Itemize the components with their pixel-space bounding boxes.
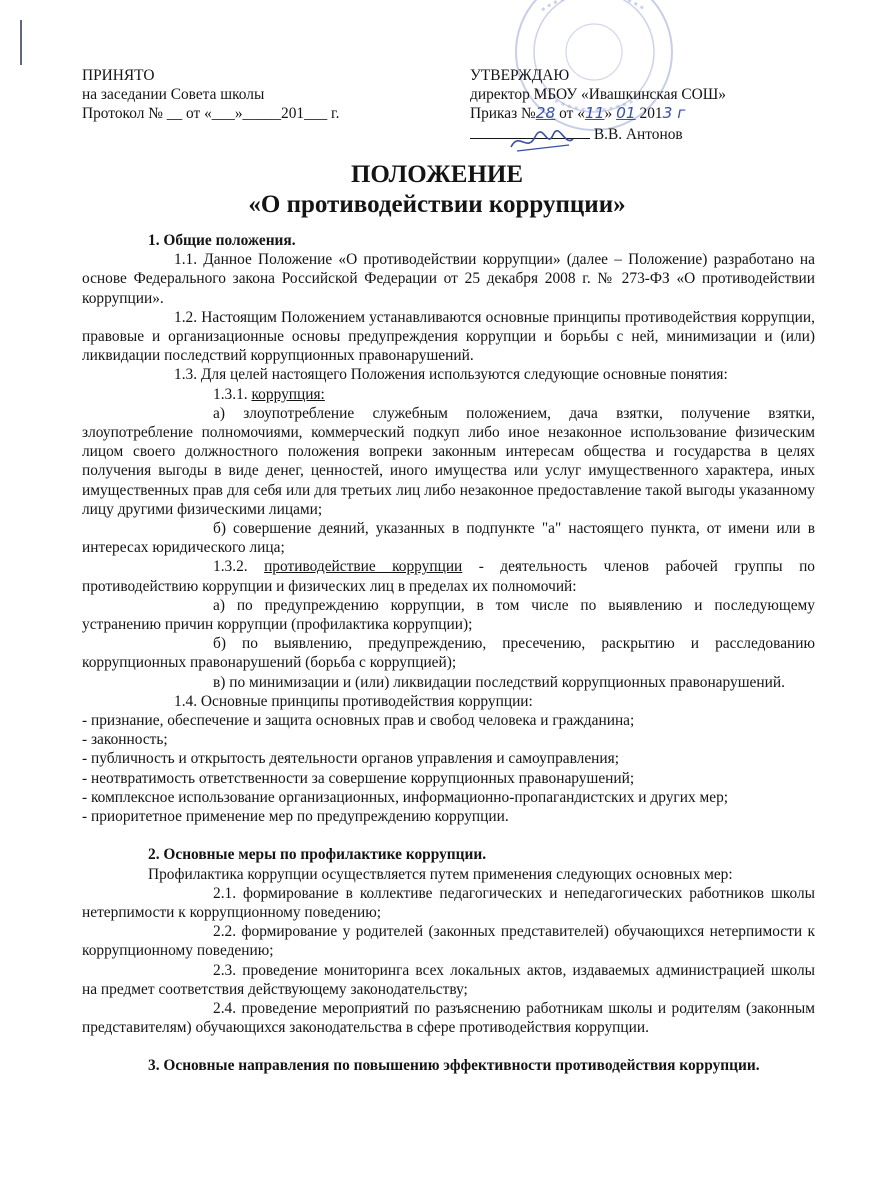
clause-2-3: 2.3. проведение мониторинга всех локальных актов, издаваемых администрацией школы на предмет соответствия действующему законодательству;: [82, 961, 815, 998]
section-3-title: 3. Основные направления по повышению эффективности противодействия коррупции.: [148, 1057, 760, 1075]
order-month: 01: [616, 104, 636, 123]
order-number: 28: [535, 104, 556, 123]
page-title: [0, 160, 874, 220]
principle-item: - приоритетное применение мер по предупреждению коррупции.: [82, 808, 509, 826]
clause-2-1: 2.1. формирование в коллективе педагогических и непедагогических работников школы нетерпимости к коррупционному поведению;: [82, 884, 815, 921]
clause-1-1: 1.1. Данное Положение «О противодействии коррупции» (далее – Положение) разработано на основе Федерального закона Российской Федерации от 25 декабря 2008 г. № 273-ФЗ «О противодействии коррупции».: [82, 251, 815, 307]
clause-2-4: 2.4. проведение мероприятий по разъяснению работникам школы и родителям (законным представителям) обучающихся законодательства в сфере противодействия коррупции.: [82, 999, 815, 1037]
term-corruption: коррупция:: [251, 385, 325, 403]
document-body: [82, 231, 815, 1076]
clause-1-3-2: 1.3.2. противодействие коррупции - деятельность членов рабочей группы по противодействию коррупции и физических лиц в пределах их полномочий:: [82, 558, 815, 595]
title-line-1: ПОЛОЖЕНИЕ: [350, 161, 524, 188]
accepted-title: ПРИНЯТО: [82, 67, 155, 84]
clause-1-3-1-a: а) злоупотребление служебным положением, дача взятки, получение взятки, злоупотребление полномочиями, коммерческий подкуп либо иное незаконное использование физическим лицом своего должностного положения вопреки законным интересам общества и государства в целях получения выгоды в виде денег, ценностей, иного имущества или услуг имущественного характера, иных имущественных прав для себя или для третьих лиц либо незаконное предоставление такой выгоды указанному лицу другими физическими лицами;: [82, 404, 815, 518]
term-counteraction: противодействие коррупции: [264, 558, 463, 576]
scan-edge-mark: [20, 20, 22, 65]
clause-1-3-2-c: в) по минимизации и (или) ликвидации последствий коррупционных правонарушений.: [213, 673, 785, 691]
clause-1-3-1: 1.3.1. коррупция:: [213, 385, 325, 403]
section-1-title: 1. Общие положения.: [148, 232, 296, 249]
clause-1-2: 1.2. Настоящим Положением устанавливаются основные принципы противодействия коррупции, правовые и организационные основы предупреждения коррупции и борьбы с ней, минимизации и (или) ликвидации последствий коррупционных правонарушений.: [82, 308, 815, 365]
section-2-intro: Профилактика коррупции осуществляется путем применения следующих основных мер:: [148, 865, 733, 883]
clause-1-4: 1.4. Основные принципы противодействия коррупции:: [174, 692, 533, 710]
header-accepted-block: [82, 66, 339, 124]
order-day: 11: [584, 104, 605, 123]
principle-item: - неотвратимость ответственности за совершение коррупционных правонарушений;: [82, 769, 635, 787]
principle-item: - публичность и открытость деятельности органов управления и самоуправления;: [82, 750, 619, 768]
section-2-title: 2. Основные меры по профилактике коррупции.: [148, 846, 487, 864]
title-line-2: «О противодействии коррупции»: [248, 191, 626, 218]
principle-item: - законность;: [82, 731, 168, 749]
clause-2-2: 2.2. формирование у родителей (законных представителей) обучающихся нетерпимости к коррупционному поведению;: [82, 923, 815, 960]
order-year: 3 г: [662, 104, 686, 123]
clause-1-3-1-b: б) совершение деяний, указанных в подпункте "а" настоящего пункта, от имени или в интересах юридического лица;: [82, 520, 815, 557]
approved-title: УТВЕРЖДАЮ: [470, 67, 570, 84]
signature-name: В.В. Антонов: [593, 125, 683, 143]
principle-item: - комплексное использование организационных, информационно-пропагандистских и других мер;: [82, 788, 729, 806]
clause-1-3: 1.3. Для целей настоящего Положения используются следующие основные понятия:: [174, 366, 728, 384]
handwritten-signature-icon: [507, 127, 577, 155]
approved-director: директор МБОУ «Ивашкинская СОШ»: [470, 86, 726, 104]
clause-1-3-2-b: б) по выявлению, предупреждению, пресечению, раскрытию и расследованию коррупционных правонарушений (борьба с коррупцией);: [82, 635, 815, 672]
principle-item: - признание, обеспечение и защита основных прав и свобод человека и гражданина;: [82, 712, 635, 730]
accepted-council: на заседании Совета школы: [82, 86, 265, 104]
approved-order: Приказ №28 от «11» 01 2013 г: [470, 104, 686, 123]
clause-1-3-2-a: а) по предупреждению коррупции, в том числе по выявлению и последующему устранению причин коррупции (профилактика коррупции);: [82, 596, 815, 634]
accepted-protocol: Протокол № __ от «___»_____201___ г.: [82, 105, 340, 123]
